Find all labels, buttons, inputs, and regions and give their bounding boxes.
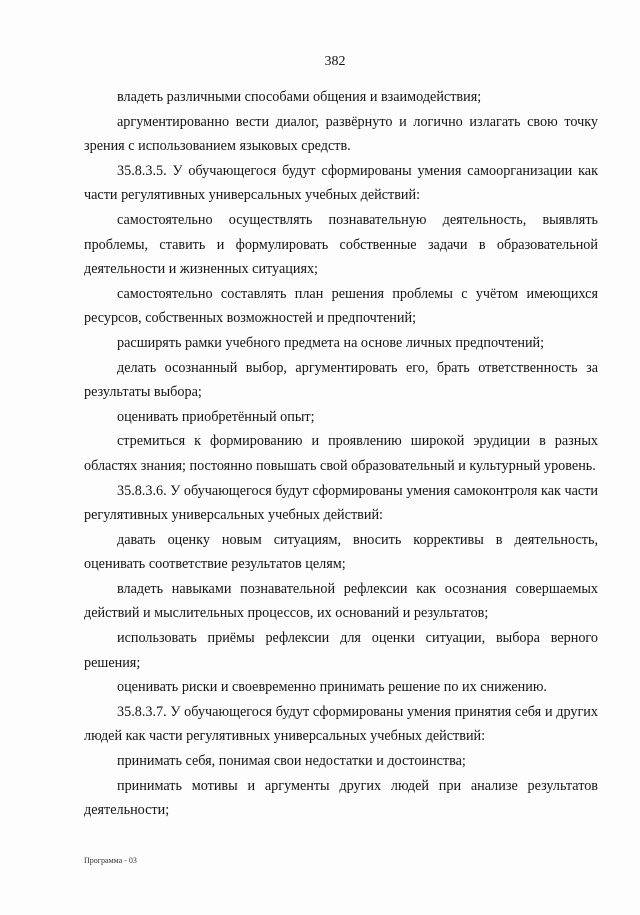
paragraph: владеть навыками познавательной рефлексии как осознания совершаемых действий и мыслительных процессов, их оснований и результатов; [84,580,598,622]
paragraph: 35.8.3.6. У обучающегося будут сформированы умения самоконтроля как части регулятивных универсальных учебных действий: [84,482,598,524]
paragraph: принимать себя, понимая свои недостатки и достоинства; [117,753,466,770]
paragraph: самостоятельно составлять план решения проблемы с учётом имеющихся ресурсов, собственных возможностей и предпочтений; [84,285,598,327]
paragraph: самостоятельно осуществлять познавательную деятельность, выявлять проблемы, ставить и формулировать собственные задачи в образовательной деятельности и жизненных ситуациях; [84,211,598,278]
paragraph: аргументированно вести диалог, развёрнуто и логично излагать свою точку зрения с использованием языковых средств. [84,113,598,155]
paragraph: расширять рамки учебного предмета на основе личных предпочтений; [117,334,545,351]
document-body [84,85,598,823]
paragraph: 35.8.3.5. У обучающегося будут сформированы умения самоорганизации как части регулятивных универсальных учебных действий: [84,162,598,204]
paragraph: давать оценку новым ситуациям, вносить коррективы в деятельность, оценивать соответствие результатов целям; [84,531,598,573]
paragraph: принимать мотивы и аргументы других людей при анализе результатов деятельности; [84,777,598,819]
paragraph: владеть различными способами общения и взаимодействия; [117,89,482,105]
paragraph: оценивать риски и своевременно принимать решение по их снижению. [117,679,547,696]
footer-note: Программа - 03 [84,856,137,865]
paragraph: оценивать приобретённый опыт; [117,408,315,425]
page-number: 382 [324,54,346,69]
paragraph: 35.8.3.7. У обучающегося будут сформированы умения принятия себя и других людей как части регулятивных универсальных учебных действий: [84,703,598,745]
paragraph: стремиться к формированию и проявлению широкой эрудиции в разных областях знания; постоянно повышать свой образовательный и культурный уровень. [84,433,598,474]
paragraph: делать осознанный выбор, аргументировать его, брать ответственность за результаты выбора; [84,359,598,401]
paragraph: использовать приёмы рефлексии для оценки ситуации, выбора верного решения; [84,630,598,671]
